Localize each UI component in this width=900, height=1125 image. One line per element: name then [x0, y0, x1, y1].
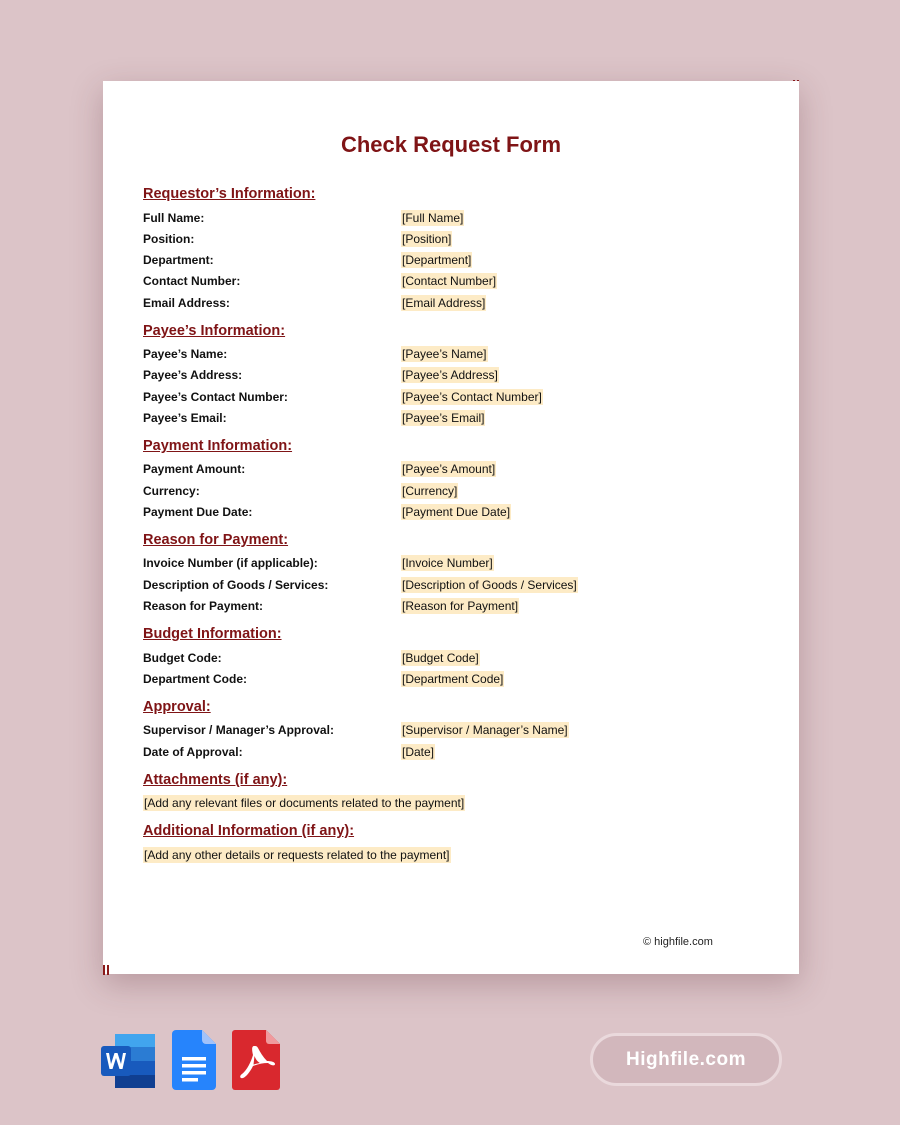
field-label: Supervisor / Manager’s Approval:	[143, 723, 334, 737]
field-value[interactable]: [Payee’s Email]	[402, 411, 485, 425]
section-heading-payment: Payment Information:	[143, 438, 293, 454]
brand-badge[interactable]: Highfile.com	[590, 1033, 782, 1086]
field-value[interactable]: [Reason for Payment]	[402, 599, 519, 613]
field-label: Payment Due Date:	[143, 505, 253, 519]
field-label: Department:	[143, 253, 214, 267]
field-label: Budget Code:	[143, 651, 222, 665]
field-label: Description of Goods / Services:	[143, 578, 329, 592]
word-icon[interactable]	[101, 1030, 157, 1095]
field-value[interactable]: [Payee’s Amount]	[402, 462, 496, 476]
field-label: Payee’s Address:	[143, 368, 243, 382]
field-value[interactable]: [Payee’s Address]	[402, 368, 498, 382]
field-value[interactable]: [Position]	[402, 232, 452, 246]
section-heading-additional: Additional Information (if any):	[143, 823, 355, 839]
attachments-value[interactable]: [Add any relevant files or documents related to the payment]	[144, 796, 465, 810]
section-heading-budget: Budget Information:	[143, 626, 282, 642]
field-value[interactable]: [Department]	[402, 253, 472, 267]
document-page	[103, 81, 799, 974]
field-label: Payee’s Email:	[143, 411, 227, 425]
field-label: Position:	[143, 232, 195, 246]
field-value[interactable]: [Payee’s Contact Number]	[402, 390, 542, 404]
field-label: Payment Amount:	[143, 462, 246, 476]
field-value[interactable]: [Budget Code]	[402, 651, 479, 665]
field-value[interactable]: [Department Code]	[402, 672, 504, 686]
section-heading-approval: Approval:	[143, 699, 211, 715]
section-heading-attachments: Attachments (if any):	[143, 772, 288, 788]
field-label: Full Name:	[143, 211, 205, 225]
field-label: Payee’s Name:	[143, 347, 228, 361]
field-value[interactable]: [Currency]	[402, 484, 458, 498]
field-label: Reason for Payment:	[143, 599, 264, 613]
field-value[interactable]: [Payment Due Date]	[402, 505, 511, 519]
field-label: Date of Approval:	[143, 745, 243, 759]
field-label: Invoice Number (if applicable):	[143, 556, 318, 570]
google-docs-icon[interactable]	[172, 1030, 216, 1095]
copyright-footer: © highfile.com	[643, 936, 713, 948]
section-heading-requestor: Requestor’s Information:	[143, 186, 316, 202]
field-value[interactable]: [Full Name]	[402, 211, 464, 225]
field-value[interactable]: [Email Address]	[402, 296, 486, 310]
field-label: Contact Number:	[143, 274, 241, 288]
field-label: Currency:	[143, 484, 200, 498]
section-heading-payee: Payee’s Information:	[143, 323, 286, 339]
field-value[interactable]: [Date]	[402, 745, 435, 759]
field-value[interactable]: [Description of Goods / Services]	[402, 578, 577, 592]
field-value[interactable]: [Supervisor / Manager’s Name]	[402, 723, 568, 737]
field-label: Payee’s Contact Number:	[143, 390, 288, 404]
additional-info-value[interactable]: [Add any other details or requests related to the payment]	[144, 848, 450, 862]
field-value[interactable]: [Payee’s Name]	[402, 347, 487, 361]
field-value[interactable]: [Invoice Number]	[402, 556, 493, 570]
field-label: Department Code:	[143, 672, 248, 686]
field-value[interactable]: [Contact Number]	[402, 274, 497, 288]
pdf-icon[interactable]	[232, 1030, 280, 1095]
page-title: Check Request Form	[340, 132, 562, 157]
field-label: Email Address:	[143, 296, 230, 310]
crop-mark-bottom-left	[103, 965, 109, 975]
section-heading-reason: Reason for Payment:	[143, 532, 289, 548]
